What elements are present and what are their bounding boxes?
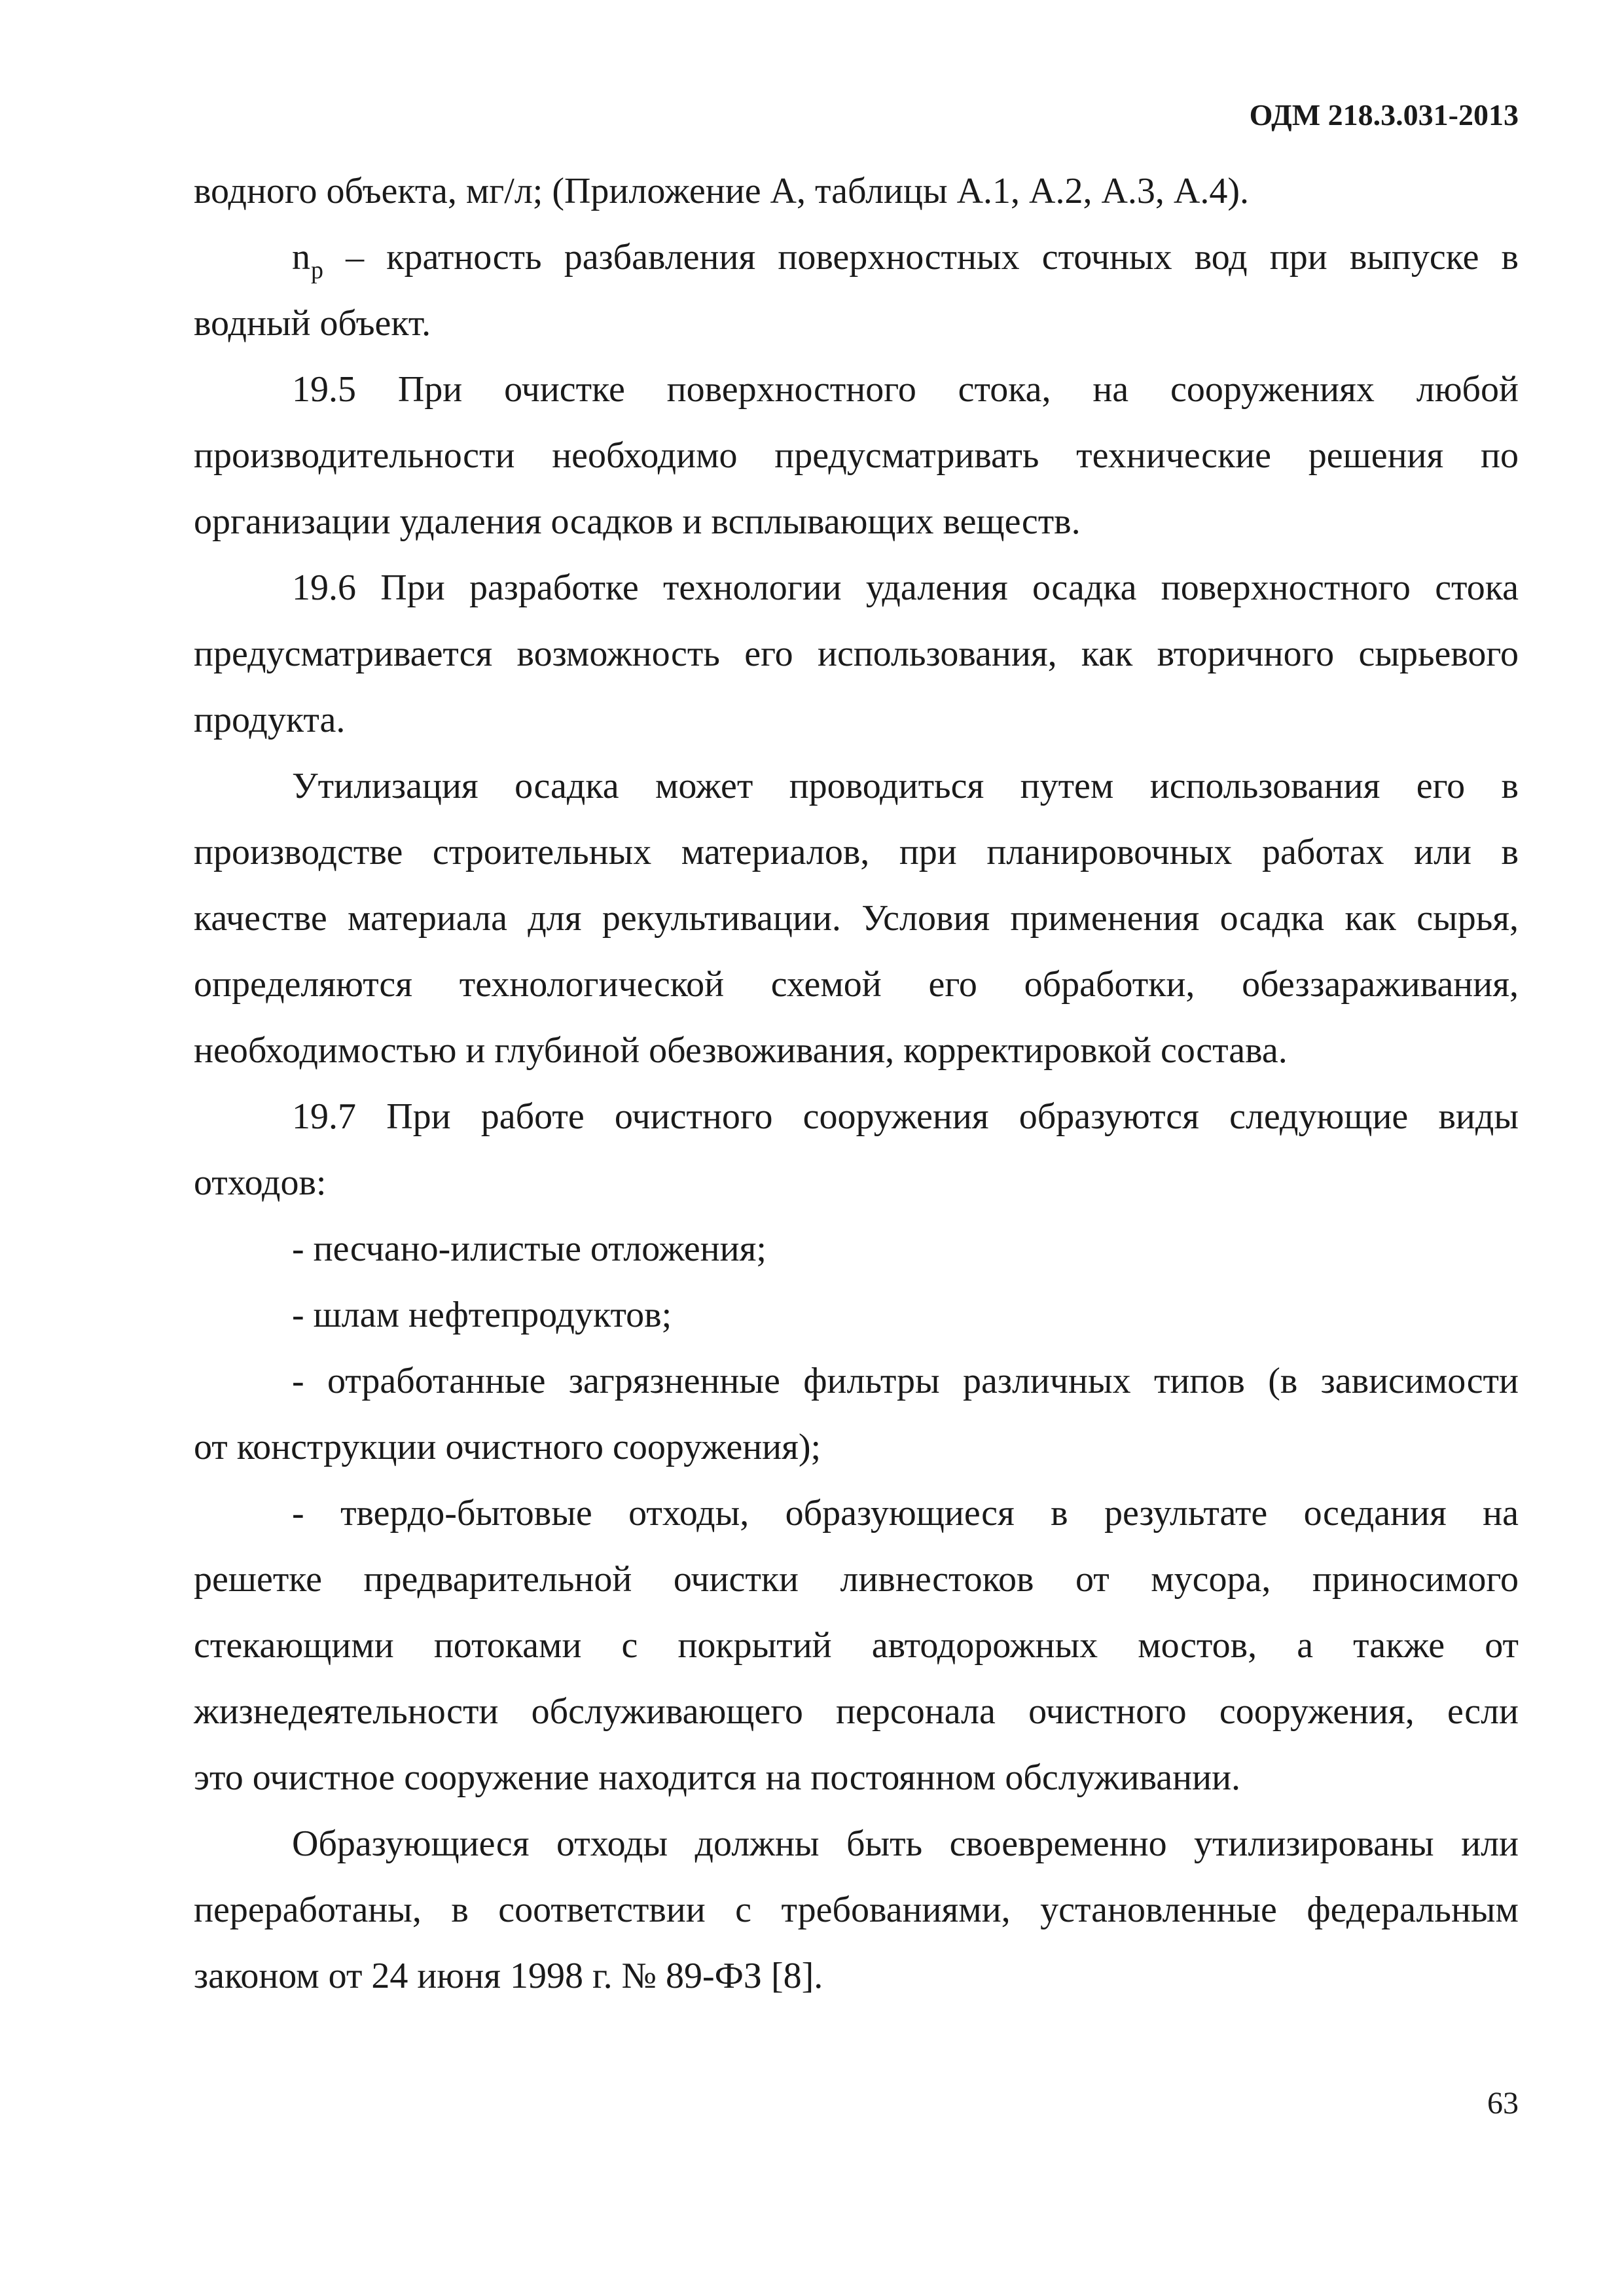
text-line: от конструкции очистного сооружения); — [194, 1427, 821, 1467]
text-line: жизнедеятельности обслуживающего персонала очистного сооружения, если — [194, 1691, 1519, 1732]
section-19-7-heading-line: 19.7 При работе очистного сооружения образуются следующие виды — [292, 1096, 1519, 1137]
text-line: организации удаления осадков и всплывающих веществ. — [194, 501, 1081, 542]
section-19-5-heading-line: 19.5 При очистке поверхностного стока, на сооружениях любой — [292, 369, 1519, 410]
paragraph-first-line: Утилизация осадка может проводиться путем использования его в — [292, 766, 1519, 806]
section-19-6-heading-line: 19.6 При разработке технологии удаления осадка поверхностного стока — [292, 567, 1519, 608]
list-item: - твердо-бытовые отходы, образующиеся в результате оседания на — [292, 1493, 1519, 1534]
variable-subscript: p — [311, 257, 323, 284]
text-line: продукта. — [194, 700, 346, 740]
document-body — [194, 158, 1519, 2009]
list-item: - отработанные загрязненные фильтры различных типов (в зависимости — [292, 1361, 1519, 1401]
text-line: это очистное сооружение находится на постоянном обслуживании. — [194, 1757, 1241, 1798]
text-line: решетке предварительной очистки ливнестоков от мусора, приносимого — [194, 1559, 1519, 1600]
document-code: ОДМ 218.3.031-2013 — [1249, 98, 1519, 132]
text-line: производительности необходимо предусматривать технические решения по — [194, 435, 1519, 476]
text-line: водного объекта, мг/л; (Приложение А, таблицы А.1, А.2, А.3, А.4). — [194, 171, 1250, 211]
text-line: переработаны, в соответствии с требованиями, установленные федеральным — [194, 1890, 1519, 1930]
text-line: определяются технологической схемой его обработки, обеззараживания, — [194, 964, 1519, 1005]
text-line: законом от 24 июня 1998 г. № 89-ФЗ [8]. — [194, 1956, 823, 1996]
text-line-dilution-ratio — [194, 224, 1519, 291]
text-line: качестве материала для рекультивации. Условия применения осадка как сырья, — [194, 898, 1519, 939]
text-line: предусматривается возможность его использования, как вторичного сырьевого — [194, 634, 1519, 674]
list-item: - песчано-илистые отложения; — [292, 1229, 767, 1269]
list-item: - шлам нефтепродуктов; — [292, 1295, 672, 1335]
text-line: водный объект. — [194, 303, 431, 344]
page-number: 63 — [1487, 2086, 1519, 2121]
text-line: стекающими потоками с покрытий автодорожных мостов, а также от — [194, 1625, 1519, 1666]
text-line: производстве строительных материалов, при планировочных работах или в — [194, 832, 1519, 872]
text-line: необходимостью и глубиной обезвоживания, корректировкой состава. — [194, 1030, 1288, 1071]
variable-symbol: n — [292, 237, 310, 278]
text-line: отходов: — [194, 1162, 327, 1203]
text-line-rest: – кратность разбавления поверхностных сточных вод при выпуске в — [323, 237, 1519, 278]
paragraph-first-line: Образующиеся отходы должны быть своевременно утилизированы или — [292, 1823, 1519, 1864]
